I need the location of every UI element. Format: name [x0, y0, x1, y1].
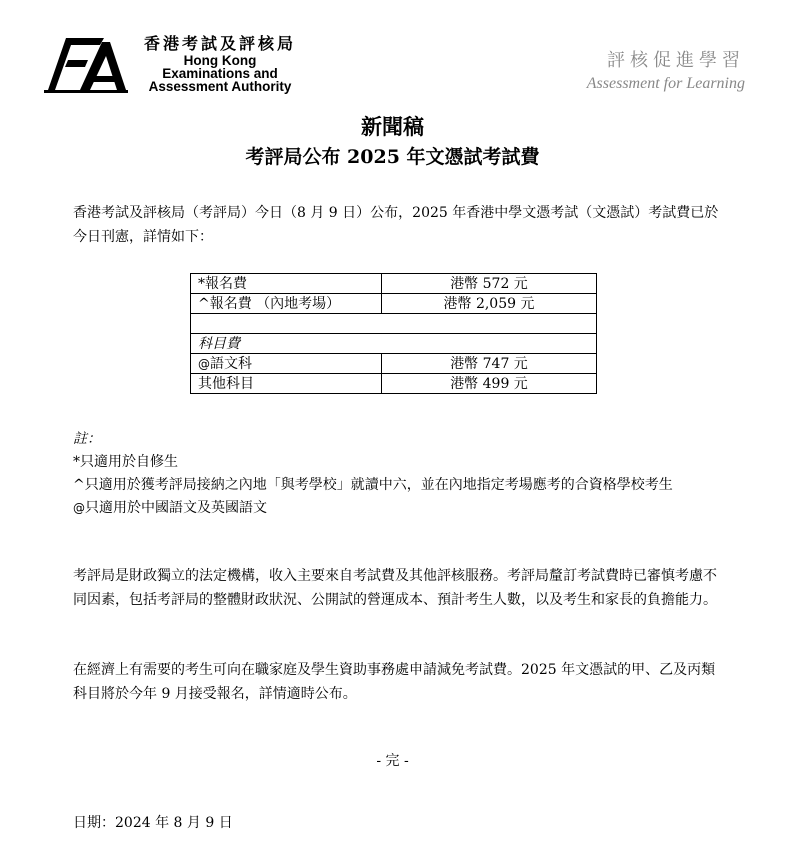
org-name-zh: 香港考試及評核局 [143, 34, 296, 53]
notes-label: 註： [73, 431, 101, 447]
title-block [0, 112, 785, 172]
fee-amount-cell: 港幣 572 元 [382, 274, 597, 294]
note-item [73, 497, 733, 520]
table-row [191, 294, 597, 314]
table-row [191, 274, 597, 294]
slogan-en: Assessment for Learning [586, 75, 745, 92]
date-line: 日期：2024 年 8 月 9 日 [73, 815, 233, 831]
fee-item-label: 語文科 [210, 355, 252, 372]
fee-amount-cell: 港幣 2,059 元 [382, 294, 597, 314]
hkeaa-logo [44, 36, 128, 94]
empty-cell [191, 314, 597, 334]
page-title: 新聞稿 [361, 114, 424, 139]
section-label-cell: 科目費 [191, 334, 597, 354]
fee-amount-cell: 港幣 747 元 [382, 354, 597, 374]
table-row [191, 374, 597, 394]
notes-block [73, 428, 733, 520]
hkeaa-logo-mark [44, 36, 128, 94]
org-name-block [130, 34, 310, 93]
fee-item-cell [191, 354, 382, 374]
org-name-en-line-1: Hong Kong [183, 53, 257, 68]
org-name-en-line-3: Assessment Authority [148, 79, 292, 94]
table-row [191, 354, 597, 374]
table-row-empty [191, 314, 597, 334]
at-symbol: @ [198, 356, 210, 371]
note-item: *只適用於自修生 [73, 454, 178, 470]
fee-item-cell: ^報名費 （內地考場） [191, 294, 382, 314]
paragraph-fee-remission: 在經濟上有需要的考生可向在職家庭及學生資助事務處申請減免考試費。2025 年文憑試的甲、乙及丙類科目將於今年 9 月接受報名，詳情適時公布。 [73, 662, 716, 702]
fee-item-label: 其他科目 [198, 375, 254, 392]
at-symbol: @ [73, 501, 85, 515]
org-name-en-line-2: Examinations and [162, 66, 278, 81]
intro-paragraph: 香港考試及評核局（考評局）今日（8 月 9 日）公布，2025 年香港中學文憑考試（文憑試）考試費已於今日刊憲，詳情如下： [73, 205, 719, 245]
fee-item-cell [191, 374, 382, 394]
table-row [191, 334, 597, 354]
slogan-zh: 評核促進學習 [607, 50, 745, 71]
note-item: ^只適用於獲考評局接納之內地「與考學校」就讀中六，並在內地指定考場應考的合資格學校考生 [73, 477, 673, 493]
note-text: 只適用於中國語文及英國語文 [85, 500, 267, 516]
fee-item-cell: *報名費 [191, 274, 382, 294]
slogan-block [545, 48, 745, 94]
page-subtitle: 考評局公布 2025 年文憑試考試費 [245, 146, 540, 168]
fee-amount-cell: 港幣 499 元 [382, 374, 597, 394]
paragraph-fees-policy: 考評局是財政獨立的法定機構，收入主要來自考試費及其他評核服務。考評局釐訂考試費時已審慎考慮不同因素，包括考評局的整體財政狀況、公開試的營運成本、預計考生人數，以及考生和家長的負擔能力。 [73, 568, 717, 608]
end-mark: - 完 - [376, 753, 409, 769]
fee-table [190, 273, 597, 394]
